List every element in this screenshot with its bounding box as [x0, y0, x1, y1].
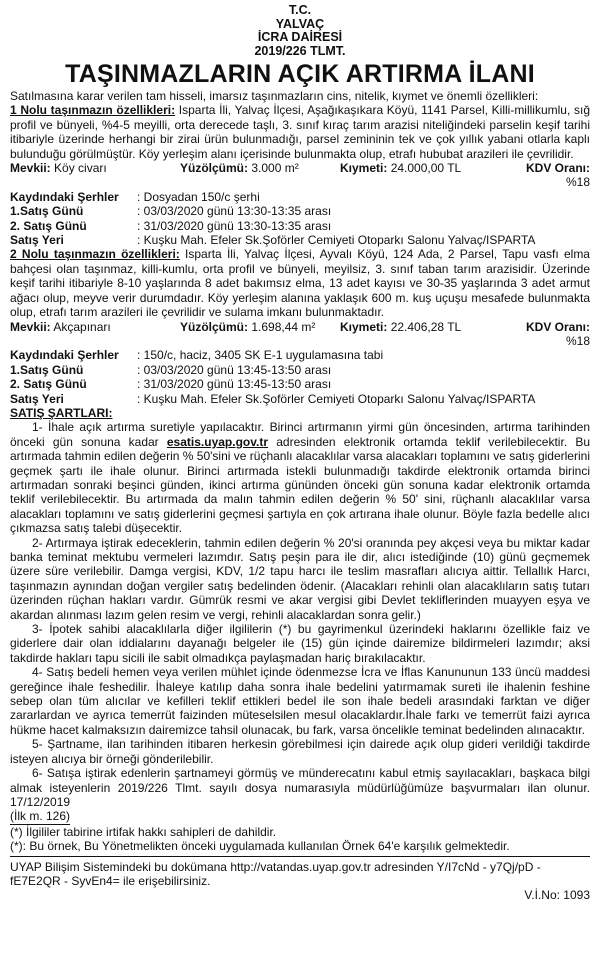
- property1-day1-row: [10, 204, 590, 218]
- property1-heading: 1 Nolu taşınmazın özellikleri:: [10, 103, 176, 118]
- property2-summary-row: [10, 320, 590, 349]
- sale-day2-label: 2. Satış Günü: [10, 218, 87, 233]
- serhler-label: Kaydındaki Şerhler: [10, 348, 119, 363]
- property2-value: 22.406,28 TL: [390, 319, 462, 334]
- property2-kdv: %18: [565, 333, 590, 348]
- page-title: TAŞINMAZLARIN AÇIK ARTIRMA İLANI: [65, 60, 535, 88]
- property2-serhler-row: [10, 348, 590, 362]
- property1-serhler: : Dosyadan 150/c şerhi: [137, 189, 260, 204]
- property2-mevkii: Akçapınarı: [53, 319, 111, 334]
- header-office: İCRA DAİRESİ: [257, 30, 343, 44]
- property1-day1: : 03/03/2020 günü 13:30-13:35 arası: [137, 204, 332, 219]
- header-city: YALVAÇ: [275, 16, 325, 31]
- serhler-label: Kaydındaki Şerhler: [10, 189, 119, 204]
- footer-vi-row: [10, 888, 590, 902]
- condition-1-text-a: 1- İhale açık artırma suretiyle yapılacaktır. Birinci artırmanın yirmi gün öncesinden, artırma tarihinden önceki gün sonuna kadar: [10, 420, 590, 449]
- property2-description: [10, 247, 590, 319]
- condition-3: 3- İpotek sahibi alacaklılarla diğer ilgililerin (*) bu gayrimenkul üzerindeki haklarını özellikle faiz ve giderlere dair olan iddialarını dayanağı belgeler ile (15) gün içinde dairemize bildirmeleri lazımdır; aksi takdirde hakları tapu sicili ile sabit olmadıkça paylaşmadan hariç bırakılacaktır.: [10, 622, 590, 665]
- header-tc: T.C.: [288, 3, 312, 17]
- property1-summary-row: [10, 161, 590, 190]
- sale-place-label: Satış Yeri: [10, 233, 64, 248]
- mevkii-label: Mevkii:: [10, 319, 51, 334]
- condition-2: 2- Artırmaya iştirak edeceklerin, tahmin edilen değerin % 20'si oranında pey akçesi veya bu miktar kadar banka teminat mektubu vermeleri lazımdır. Satış peşin para ile dir, alıcı istediğinde (10) günü geçmemek üzere süre verilebilir. Damga vergisi, KDV, 1/2 tapu harcı ile teslim masrafları alıcıya aittir. Tellallık Harcı, taşınmazın aynından doğan vergiler satış bedelinden ödenir. (Alacakları rehinli olan alacaklıların satış tutarı üzerinden rüçhan hakları vardır. Gümrük resmi ve akar vergisi gibi Devlet tekliflerinden muayyen eşya ve akardan alınması lazım gelen resim ve vergi, rehinli alacaklardan sonra gelir.): [10, 535, 590, 622]
- property2-day1-row: [10, 363, 590, 377]
- property1-area: 3.000 m²: [251, 161, 299, 176]
- footnote-1: (*) İlgililer tabirine irtifak hakkı sahipleri de dahildir.: [10, 824, 277, 839]
- esatis-link[interactable]: esatis.uyap.gov.tr: [166, 434, 269, 449]
- property1-kdv: %18: [565, 175, 590, 190]
- uyap-access-text: [10, 860, 590, 889]
- property2-day1: : 03/03/2020 günü 13:45-13:50 arası: [137, 362, 332, 377]
- property1-description: [10, 103, 590, 161]
- condition-6: 6- Satışa iştirak edenlerin şartnameyi görmüş ve münderecatını kabul etmiş sayılacakları, başkaca bilgi almak isteyenlerin 2019/226 Tlmt. sayılı dosya numarasıyla müdürlüğümüze başvurmaları ilan olunur. 17/12/2019: [10, 766, 590, 809]
- property2-text: Isparta İli, Yalvaç İlçesi, Ayvalı Köyü, 124 Ada, 2 Parsel, Tapu vasfı elma bahçesi olan taşınmaz, killi-kumlu, orta profil ve bünyeli, meyilsiz, 3. sınıf taban tarım arazisidir. Üzerinde keşif tarihi itibariyle 8-10 yaşlarında 8 adet bakımsız elma, 13 adet kayısı ve 30-35 yaşlarında 3 adet armut ağacı olup, meyve verir durumdadır. Köy yerleşim alanına yaklaşık 600 m. kuş uçuşu mesafede bulunmakta olup, etrafı tarım arazileri ile çevrilidir ve sulama imkanı bulunmaktadır.: [10, 247, 590, 320]
- property2-place: : Kuşku Mah. Efeler Sk.Şoförler Cemiyeti Otoparkı Salonu Yalvaç/ISPARTA: [137, 391, 536, 406]
- ilk-reference-row: [10, 809, 590, 824]
- property2-day2: : 31/03/2020 günü 13:45-13:50 arası: [137, 377, 332, 392]
- header-file-no: 2019/226 TLMT.: [254, 43, 346, 58]
- sale-day2-label: 2. Satış Günü: [10, 377, 87, 392]
- ilk-reference: (İlk m. 126): [10, 809, 71, 824]
- property1-text: Isparta İli, Yalvaç İlçesi, Aşağıkaşıkara Köyü, 1141 Parsel, Killi-millikumlu, sığ profil ve bünyeli, %4-5 meyilli, orta derecede taşlı, 3. sınıf kıraç tarım arazisi niteliğindeki parselin keşif tarihi itibariyle üzerinde herhangi bir zirai ürün bulunmadığı, parsel zemininin tek ve çok yıllık yabani otlarla kaplı bulunduğu görülmüştür. Köy yerleşim alanı içerisinde bulunmakta olup, etrafı hububat arazileri ile çevrilidir.: [10, 103, 591, 161]
- property2-serhler: : 150/c, haciz, 3405 SK E-1 uygulamasına tabi: [137, 348, 384, 363]
- kdv-label: KDV Oranı:: [525, 161, 590, 176]
- mevkii-label: Mevkii:: [10, 161, 51, 176]
- yuzolcumu-label: Yüzölçümü:: [180, 161, 248, 176]
- footnote-2: (*): Bu örnek, Bu Yönetmelikten önceki uygulamada kullanılan Örnek 64'e karşılık gelmektedir.: [10, 839, 510, 854]
- condition-1: [10, 420, 590, 535]
- property2-area: 1.698,44 m²: [251, 319, 316, 334]
- property1-value: 24.000,00 TL: [390, 161, 462, 176]
- footer-divider: [10, 856, 590, 857]
- condition-4: 4- Satış bedeli hemen veya verilen mühlet içinde ödenmezse İcra ve İflas Kanununun 133 üncü maddesi gereğince ihale feshedilir. İhaleye katılıp daha sonra ihale bedelini yatırmamak sureti ile ihalenin feshine sebep olan tüm alıcılar ve kefilleri teklif ettikleri bedel ile son ihale bedeli arasındaki farktan ve diğer zararlardan ve ayrıca temerrüt faizinden müteselsilen mesul olacaklardır.İhale farkı ve temerrüt faizi ayrıca hükme hacet kalmaksızın dairemizce tahsil olunacak, bu fark, varsa öncelikle teminat bedelinden alınacaktır.: [10, 665, 590, 737]
- property2-heading: 2 Nolu taşınmazın özellikleri:: [10, 247, 180, 262]
- kiymeti-label: Kıymeti:: [340, 319, 388, 334]
- property1-place-row: [10, 233, 590, 247]
- uyap-text: UYAP Bilişim Sistemindeki bu dokümana http://vatandas.uyap.gov.tr adresinden Y/I7cNd - y7Qj/pD - fE7E2QR - SyvEn4= ile erişebilirsiniz.: [10, 859, 541, 888]
- property2-place-row: [10, 392, 590, 406]
- condition-1-text-b: adresinden elektronik ortamda teklif verilebilecektir. Bu artırmada tahmin edilen değerin % 50'sini ve rüçhanlı alacaklılar varsa alacakları toplamını ve satış giderlerini geçmek şartı ile ihale olunur. Birinci artırmada istekli bulunmadığı takdirde elektronik ortamda birinci artırmadan sonraki beşinci günden, ikinci artırma gününden önceki gün sonuna kadar elektronik ortamda teklif verilebilecektir. Bu artırmada da malın tahmin edilen değerin % 50' sini, rüçhanlı alacaklılar varsa alacakları toplamını ve satış giderlerini geçmesi şartıyla en çok artırana ihale olunur. Böyle fazla bedelle alıcı çıkmazsa satış talebi düşecektir.: [10, 434, 590, 536]
- property1-serhler-row: [10, 190, 590, 204]
- sale-day1-label: 1.Satış Günü: [10, 204, 84, 219]
- property1-day2: : 31/03/2020 günü 13:30-13:35 arası: [137, 218, 332, 233]
- kdv-label: KDV Oranı:: [525, 319, 590, 334]
- sale-place-label: Satış Yeri: [10, 391, 64, 406]
- yuzolcumu-label: Yüzölçümü:: [180, 319, 248, 334]
- property2-day2-row: [10, 377, 590, 391]
- intro-text: Satılmasına karar verilen tam hisseli, imarsız taşınmazların cins, nitelik, kıymet ve önemli özellikleri:: [10, 89, 539, 103]
- sale-day1-label: 1.Satış Günü: [10, 362, 84, 377]
- property1-day2-row: [10, 219, 590, 233]
- kiymeti-label: Kıymeti:: [340, 161, 388, 176]
- property1-place: : Kuşku Mah. Efeler Sk.Şoförler Cemiyeti Otoparkı Salonu Yalvaç/ISPARTA: [137, 233, 536, 248]
- condition-5: 5- Şartname, ilan tarihinden itibaren herkesin görebilmesi için dairede açık olup gideri verildiği takdirde isteyen alıcıya bir örneği gönderilebilir.: [10, 737, 590, 766]
- vi-number: V.İ.No: 1093: [524, 888, 590, 903]
- conditions-heading: SATIŞ ŞARTLARI:: [10, 405, 113, 420]
- property1-mevkii: Köy civarı: [54, 161, 107, 176]
